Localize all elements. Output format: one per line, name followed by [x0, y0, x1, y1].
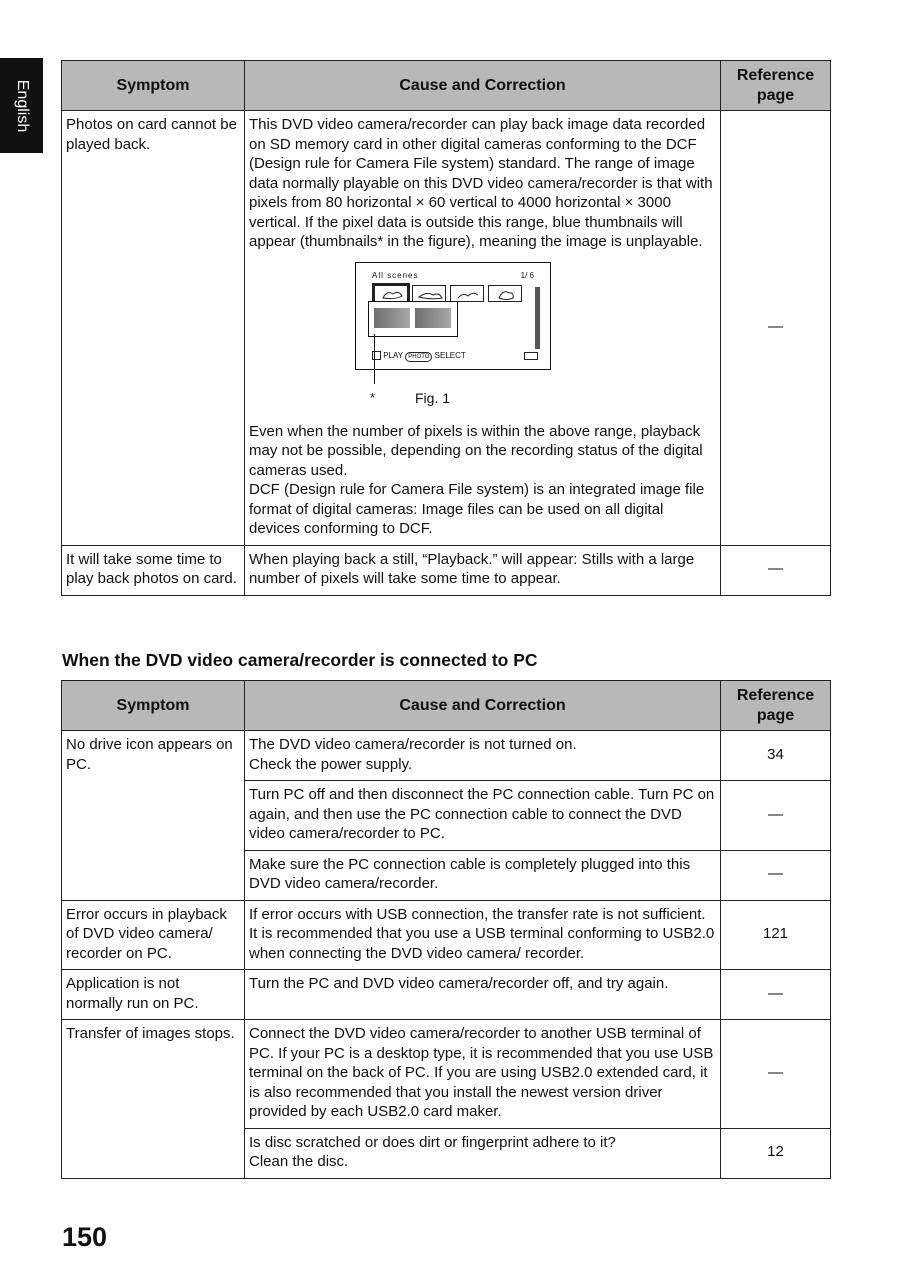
reference-cell: — [721, 850, 831, 900]
cause-line: The DVD video camera/recorder is not turned on. [249, 736, 577, 753]
table-header-row [62, 61, 831, 111]
reference-cell: — [721, 970, 831, 1020]
cause-cell: Turn PC off and then disconnect the PC connection cable. Turn PC on again, and then use the PC connection cable to connect the DVD video camera/recorder to PC. [245, 781, 721, 851]
screen-title: All scenes [372, 270, 419, 280]
language-tab [0, 58, 43, 153]
header-cause: Cause and Correction [245, 61, 721, 111]
lcd-screen-illustration [355, 262, 551, 370]
table-row [62, 731, 831, 781]
unplayable-thumbnails [368, 301, 458, 337]
language-tab-label: English [13, 79, 31, 132]
symptom-cell: Application is not normally run on PC. [62, 970, 245, 1020]
figure-asterisk: * [370, 389, 376, 405]
screen-scrollbar [535, 287, 540, 349]
reference-cell: 34 [721, 731, 831, 781]
cause-line: Is disc scratched or does dirt or fingerprint adhere to it? [249, 1133, 616, 1151]
cause-cell: If error occurs with USB connection, the transfer rate is not sufficient. It is recommended that you use a USB terminal conforming to USB2.0 when connecting the DVD video camera/ recorder. [245, 900, 721, 970]
screen-play-label: PLAY [383, 350, 403, 360]
figure-caption: Fig. 1 [415, 389, 451, 406]
reference-cell: — [721, 1020, 831, 1129]
screen-bottom-bar [372, 351, 538, 362]
cause-cell [245, 731, 721, 781]
screen-select-label: SELECT [434, 350, 466, 360]
cause-line: Clean the disc. [249, 1153, 349, 1170]
header-cause: Cause and Correction [245, 681, 721, 731]
unplayable-thumbnail [415, 308, 451, 328]
page-number: 150 [62, 1222, 108, 1252]
reference-cell: 12 [721, 1128, 831, 1178]
symptom-cell: Transfer of images stops. [62, 1020, 245, 1179]
thumbnail-image [412, 285, 446, 302]
table-row [62, 970, 831, 1020]
troubleshooting-table-pc [61, 680, 831, 1179]
animal-icon [489, 286, 523, 303]
header-symptom: Symptom [62, 681, 245, 731]
table-row [62, 545, 831, 595]
thumbnail-image [450, 285, 484, 302]
cause-paragraph: This DVD video camera/recorder can play back image data recorded on SD memory card in other digital cameras conforming to the DCF (Design rule for Camera File system) standard. The range of image data normally playable on this DVD video camera/recorder is that with pixels from 80 horizontal × 60 vertical to 4000 horizontal × 3000 vertical. If the pixel data is outside this range, blue thumbnails will appear (thumbnails* in the figure), meaning the image is unplayable. [249, 116, 713, 250]
cause-cell [245, 111, 721, 546]
symptom-cell: It will take some time to play back photos on card. [62, 545, 245, 595]
table-row [62, 1020, 831, 1129]
cause-paragraph: DCF (Design rule for Camera File system) is an integrated image file format of digital cameras: Image files can be used on all digital devices conforming to DCF. [249, 481, 705, 537]
reference-cell: — [721, 545, 831, 595]
symptom-cell: Error occurs in playback of DVD video camera/ recorder on PC. [62, 900, 245, 970]
header-reference: Reference page [721, 681, 831, 731]
reference-cell: — [721, 781, 831, 851]
section-heading: When the DVD video camera/recorder is connected to PC [62, 650, 538, 670]
thumbnail-image [488, 285, 522, 302]
figure-thumbnail-screen [249, 262, 719, 414]
reference-cell: — [721, 111, 831, 546]
cause-cell: Connect the DVD video camera/recorder to another USB terminal of PC. If your PC is a desktop type, it is recommended that you use USB terminal on the back of PC. If you are using USB2.0 extended card, it is also recommended that you install the newest version driver provided by each USB2.0 card maker. [245, 1020, 721, 1129]
cause-paragraph: Even when the number of pixels is within the above range, playback may not be possible, depending on the recording status of the digital cameras used. [249, 422, 703, 479]
cause-cell: Turn the PC and DVD video camera/recorder off, and try again. [245, 970, 721, 1020]
reference-cell: 121 [721, 900, 831, 970]
symptom-cell: Photos on card cannot be played back. [62, 111, 245, 546]
cause-cell [245, 1128, 721, 1178]
photo-button-icon: PHOTO [405, 352, 432, 362]
header-symptom: Symptom [62, 61, 245, 111]
table-row [62, 111, 831, 546]
cause-line: Check the power supply. [249, 755, 413, 773]
screen-counter: 1/ 6 [520, 270, 534, 280]
battery-icon [524, 352, 538, 360]
cause-cell: When playing back a still, “Playback.” will appear: Stills with a large number of pixels will take some time to appear. [245, 545, 721, 595]
cause-cell: Make sure the PC connection cable is completely plugged into this DVD video camera/recorder. [245, 850, 721, 900]
callout-line [374, 334, 375, 384]
header-reference: Reference page [721, 61, 831, 111]
thumbnail-image [374, 285, 408, 302]
unplayable-thumbnail [374, 308, 410, 328]
table-header-row [62, 681, 831, 731]
symptom-cell: No drive icon appears on PC. [62, 731, 245, 901]
troubleshooting-table-card [61, 60, 831, 596]
table-row [62, 900, 831, 970]
